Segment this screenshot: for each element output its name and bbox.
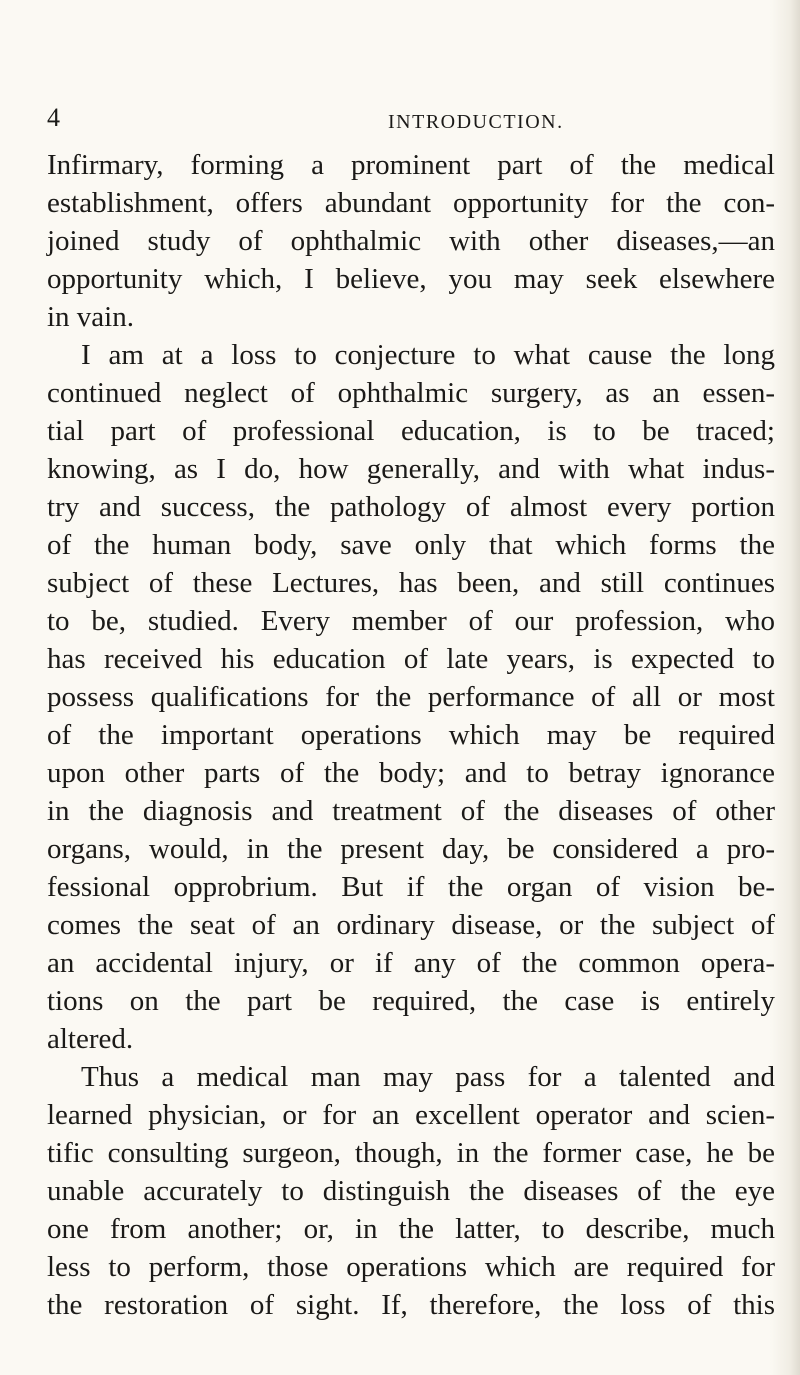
text-line: in vain. <box>47 301 134 333</box>
text-line: altered. <box>47 1023 134 1055</box>
text-line: knowing, as I do, how generally, and with what indus- <box>47 453 775 485</box>
page-header <box>40 92 780 132</box>
text-line: upon other parts of the body; and to betray ignorance <box>47 757 775 789</box>
text-line: possess qualifications for the performance of all or most <box>47 681 775 713</box>
text-line: of the important operations which may be required <box>47 719 775 751</box>
text-line: the restoration of sight. If, therefore, the loss of this <box>47 1289 775 1321</box>
text-line: try and success, the pathology of almost every portion <box>47 491 775 523</box>
text-line: an accidental injury, or if any of the common opera- <box>47 947 775 979</box>
text-line: in the diagnosis and treatment of the diseases of other <box>47 795 775 827</box>
text-line: continued neglect of ophthalmic surgery, as an essen- <box>47 377 775 409</box>
text-line: Infirmary, forming a prominent part of the medical <box>47 149 775 181</box>
text-line: opportunity which, I believe, you may seek elsewhere <box>47 263 775 295</box>
text-line: fessional opprobrium. But if the organ of vision be- <box>47 871 775 903</box>
text-line: to be, studied. Every member of our profession, who <box>47 605 775 637</box>
text-line: subject of these Lectures, has been, and still continues <box>47 567 775 599</box>
page-number: 4 <box>47 103 60 132</box>
body-text <box>47 146 775 1324</box>
running-head: INTRODUCTION. <box>388 111 564 133</box>
text-line: tific consulting surgeon, though, in the former case, he be <box>47 1137 775 1169</box>
text-line: Thus a medical man may pass for a talented and <box>81 1061 775 1093</box>
text-line: tions on the part be required, the case is entirely <box>47 985 775 1017</box>
text-line: I am at a loss to conjecture to what cause the long <box>81 339 775 371</box>
text-line: of the human body, save only that which forms the <box>47 529 775 561</box>
text-line: tial part of professional education, is to be traced; <box>47 415 775 447</box>
text-line: one from another; or, in the latter, to describe, much <box>47 1213 775 1245</box>
text-line: establishment, offers abundant opportunity for the con- <box>47 187 775 219</box>
text-line: organs, would, in the present day, be considered a pro- <box>47 833 775 865</box>
text-line: unable accurately to distinguish the diseases of the eye <box>47 1175 775 1207</box>
text-line: comes the seat of an ordinary disease, or the subject of <box>47 909 775 941</box>
text-line: less to perform, those operations which are required for <box>47 1251 775 1283</box>
text-line: joined study of ophthalmic with other diseases,—an <box>47 225 775 257</box>
text-line: has received his education of late years, is expected to <box>47 643 775 675</box>
text-line: learned physician, or for an excellent operator and scien- <box>47 1099 775 1131</box>
